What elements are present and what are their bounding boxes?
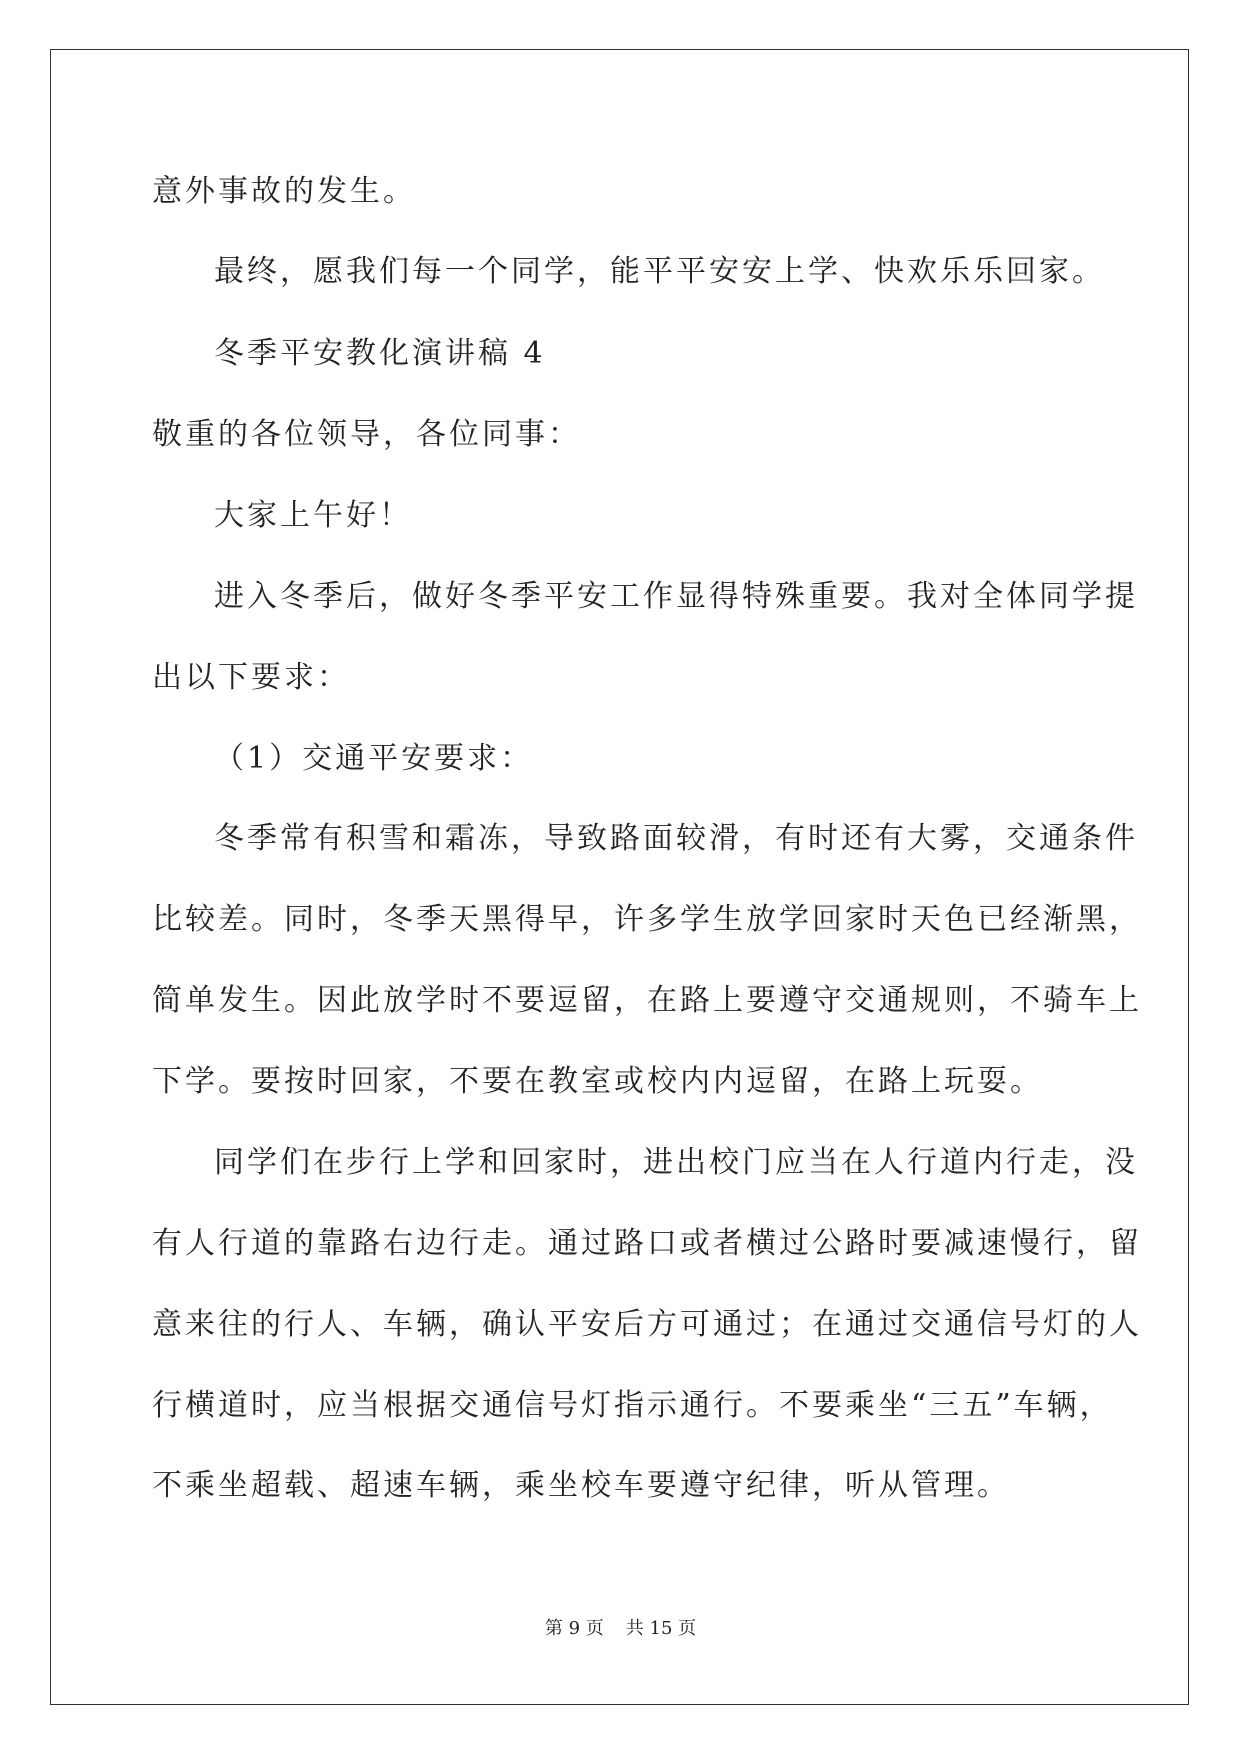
page-footer: [0, 1617, 1241, 1641]
body-line-6: 进入冬季后，做好冬季平安工作显得特殊重要。我对全体同学提: [214, 579, 1138, 614]
body-line-16: 行横道时，应当根据交通信号灯指示通行。不要乘坐“三五”车辆，: [152, 1388, 1113, 1423]
salutation: 敬重的各位领导，各位同事：: [152, 417, 581, 452]
body-line-11: 简单发生。因此放学时不要逗留，在路上要遵守交通规则，不骑车上: [152, 983, 1142, 1018]
page-border: [50, 49, 1189, 1705]
body-line-14: 有人行道的靠路右边行走。通过路口或者横过公路时要减速慢行，留: [152, 1226, 1142, 1261]
body-line-17: 不乘坐超载、超速车辆，乘坐校车要遵守纪律，听从管理。: [152, 1468, 1010, 1503]
body-line-9: 冬季常有积雪和霜冻，导致路面较滑，有时还有大雾，交通条件: [214, 821, 1138, 856]
body-line-1: 意外事故的发生。: [152, 174, 416, 209]
body-line-7: 出以下要求：: [152, 660, 350, 695]
page-total: 共 15 页: [625, 1618, 697, 1639]
greeting: 大家上午好！: [214, 498, 412, 533]
body-line-13: 同学们在步行上学和回家时，进出校门应当在人行道内行走，没: [214, 1145, 1138, 1180]
body-line-12: 下学。要按时回家，不要在教室或校内内逗留，在路上玩耍。: [152, 1064, 1043, 1099]
subsection-heading: （1）交通平安要求：: [214, 741, 534, 776]
section-heading: 冬季平安教化演讲稿 4: [214, 336, 546, 371]
body-line-2: 最终，愿我们每一个同学，能平平安安上学、快欢乐乐回家。: [214, 254, 1105, 289]
body-line-10: 比较差。同时，冬季天黑得早，许多学生放学回家时天色已经渐黑，: [152, 902, 1142, 937]
page-number: 第 9 页: [544, 1618, 604, 1639]
body-line-15: 意来往的行人、车辆，确认平安后方可通过；在通过交通信号灯的人: [152, 1307, 1142, 1342]
